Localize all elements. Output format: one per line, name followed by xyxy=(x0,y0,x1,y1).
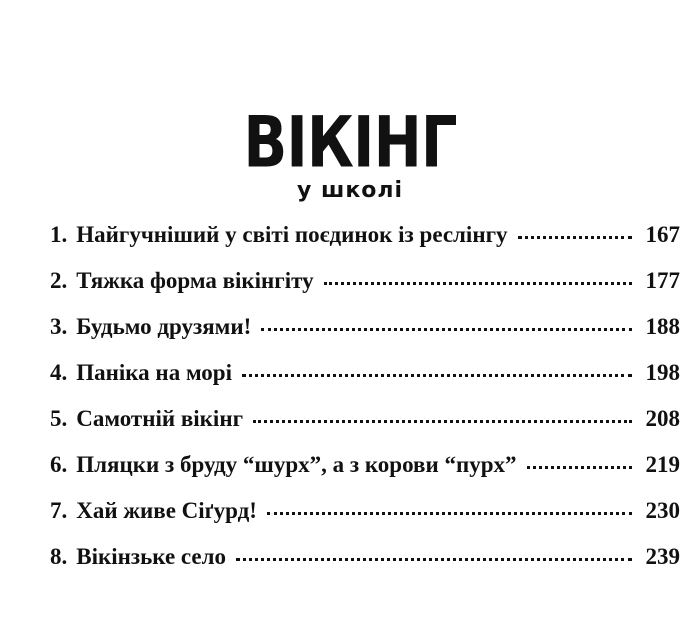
toc-chapter-title: Вікінзьке село xyxy=(76,544,227,569)
toc-chapter-title: Найгучніший у світі поєдинок із реслінгу xyxy=(76,222,508,247)
toc-number: 2. xyxy=(50,268,68,293)
dot-leader xyxy=(527,465,633,469)
toc-item-4 xyxy=(50,360,680,406)
dot-leader xyxy=(253,419,632,423)
toc-number: 5. xyxy=(50,406,68,431)
toc-item-8 xyxy=(50,544,680,590)
toc-page-number: 167 xyxy=(645,222,680,247)
dot-leader xyxy=(236,557,632,561)
toc-item-6 xyxy=(50,452,680,498)
toc-number: 6. xyxy=(50,452,68,477)
toc-chapter-title: Самотній вікінг xyxy=(76,406,244,431)
dot-leader xyxy=(261,327,632,331)
book-heading xyxy=(0,102,700,204)
toc-item-7 xyxy=(50,498,680,544)
toc-number: 3. xyxy=(50,314,68,339)
toc-chapter-title: Пляцки з бруду “шурх”, а з корови “пурх” xyxy=(76,452,517,477)
dot-leader xyxy=(324,281,632,285)
toc-chapter-title: Паніка на морі xyxy=(76,360,232,385)
toc-page-number: 177 xyxy=(645,268,680,293)
toc-number: 4. xyxy=(50,360,68,385)
toc-chapter-title: Будьмо друзями! xyxy=(76,314,252,339)
table-of-contents xyxy=(50,222,680,590)
toc-item-1 xyxy=(50,222,680,268)
dot-leader xyxy=(242,373,632,377)
dot-leader xyxy=(518,235,632,239)
toc-item-5 xyxy=(50,406,680,452)
dot-leader xyxy=(267,511,632,515)
toc-page-number: 230 xyxy=(645,498,680,523)
toc-chapter-title: Хай живе Сіґурд! xyxy=(76,498,257,523)
toc-page-number: 219 xyxy=(645,452,680,477)
toc-number: 8. xyxy=(50,544,68,569)
toc-page-number: 198 xyxy=(645,360,680,385)
book-subtitle: у школі xyxy=(296,178,404,203)
toc-number: 1. xyxy=(50,222,68,247)
book-title: ВІКІНГ xyxy=(243,102,457,184)
toc-item-3 xyxy=(50,314,680,360)
toc-page-number: 208 xyxy=(645,406,680,431)
toc-chapter-title: Тяжка форма вікінгіту xyxy=(76,268,314,293)
toc-number: 7. xyxy=(50,498,68,523)
toc-page-number: 188 xyxy=(645,314,680,339)
toc-page-number: 239 xyxy=(645,544,680,569)
toc-item-2 xyxy=(50,268,680,314)
